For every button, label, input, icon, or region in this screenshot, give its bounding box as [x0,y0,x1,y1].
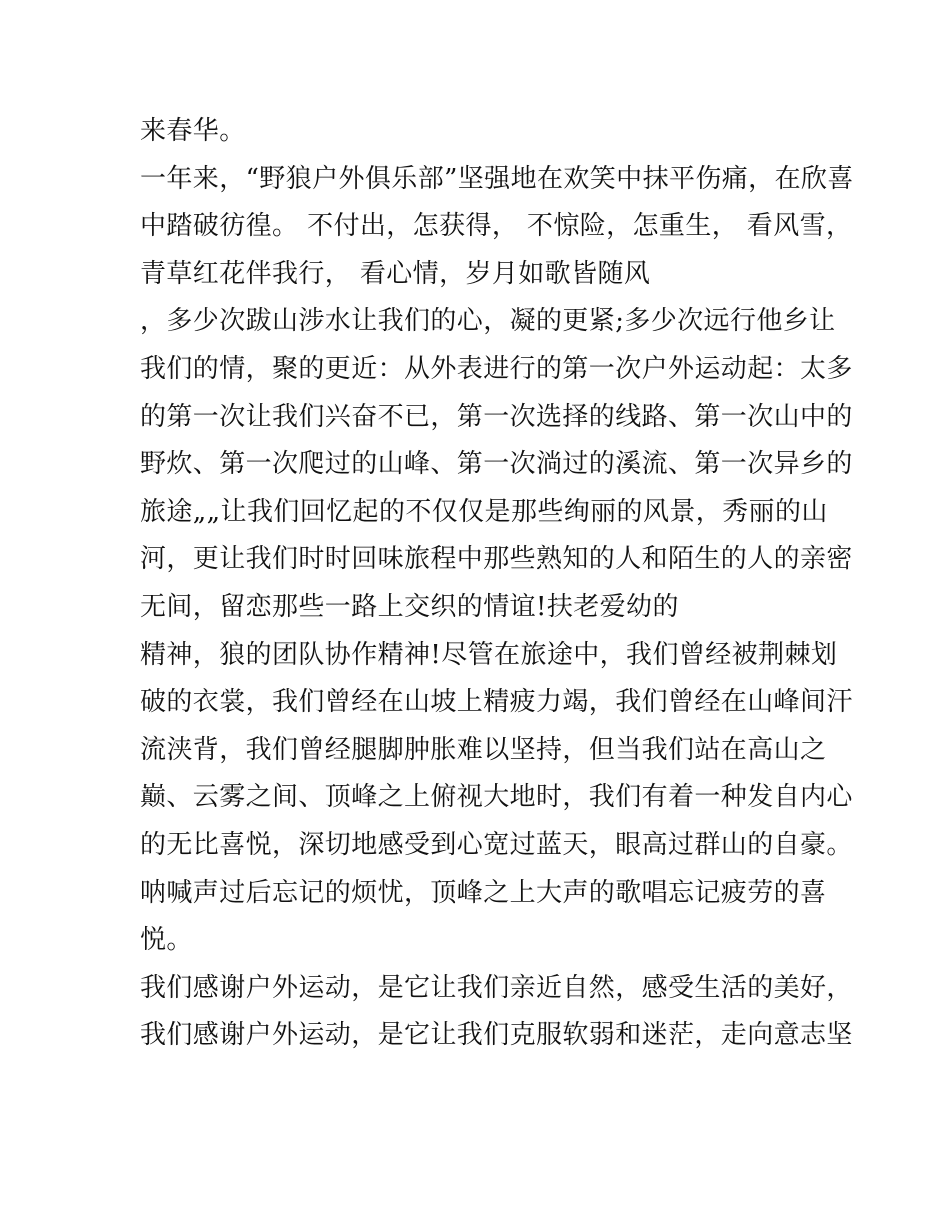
text-line: 旅途„„让我们回忆起的不仅仅是那些绚丽的风景，秀丽的山 [140,496,828,527]
text-line: 流浃背，我们曾经腿脚肿胀难以坚持，但当我们站在高山之 [140,734,827,765]
text-line: ，多少次跋山涉水让我们的心，凝的更紧;多少次远行他乡让 [140,306,836,337]
text-line: 河，更让我们时时回味旅程中那些熟知的人和陌生的人的亲密 [140,544,853,575]
text-line: 我们感谢户外运动，是它让我们亲近自然，感受生活的美好， [140,972,853,1003]
text-line: 悦。 [140,925,193,956]
text-line: 野炊、第一次爬过的山峰、第一次淌过的溪流、第一次异乡的 [140,449,853,480]
body-text [140,108,854,1060]
text-line: 青草红花伴我行， 看心情，岁月如歌皆随风 [140,258,651,289]
text-line: 破的衣裳，我们曾经在山坡上精疲力竭，我们曾经在山峰间汗 [140,687,853,718]
text-line: 无间，留恋那些一路上交织的情谊!扶老爱幼的 [140,591,679,622]
text-line: 巅、云雾之间、顶峰之上俯视大地时，我们有着一种发自内心 [140,782,853,813]
text-line: 一年来，“野狼户外俱乐部”坚强地在欢笑中抹平伤痛，在欣喜 [140,163,854,194]
text-line: 我们感谢户外运动，是它让我们克服软弱和迷茫，走向意志坚 [140,1020,853,1051]
text-line: 精神，狼的团队协作精神!尽管在旅途中，我们曾经被荆棘划 [140,639,838,670]
text-line: 中踏破彷徨。 不付出，怎获得， 不惊险，怎重生， 看风雪， [140,211,853,242]
text-line: 的无比喜悦，深切地感受到心宽过蓝天，眼高过群山的自豪。 [140,829,853,860]
text-line: 我们的情，聚的更近：从外表进行的第一次户外运动起：太多 [140,353,853,384]
text-line: 的第一次让我们兴奋不已，第一次选择的线路、第一次山中的 [140,401,853,432]
text-line: 呐喊声过后忘记的烦忧，顶峰之上大声的歌唱忘记疲劳的喜 [140,877,827,908]
text-line: 来春华。 [140,116,246,146]
